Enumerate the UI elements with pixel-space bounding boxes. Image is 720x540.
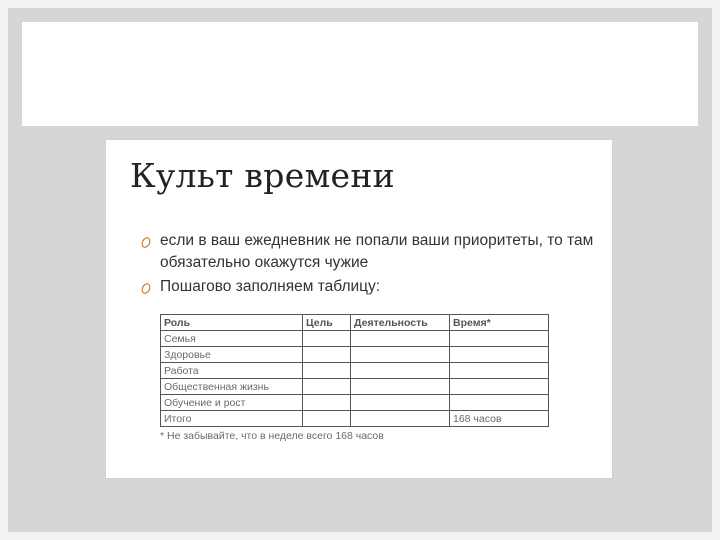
table-row xyxy=(161,331,549,347)
table-container xyxy=(160,314,548,442)
header-goal: Цель xyxy=(303,315,351,331)
bullet-item xyxy=(142,276,602,298)
table-cell xyxy=(450,363,549,379)
table-cell xyxy=(351,347,450,363)
header-activity: Деятельность xyxy=(351,315,450,331)
table-cell xyxy=(450,331,549,347)
bullet-marker-icon xyxy=(140,236,152,249)
table-cell xyxy=(303,411,351,427)
table-cell xyxy=(351,379,450,395)
bullet-text: если в ваш ежедневник не попали ваши приоритеты, то там обязательно окажутся чужие xyxy=(160,232,594,271)
table-cell xyxy=(303,331,351,347)
content-card xyxy=(106,140,612,478)
table-row-total xyxy=(161,411,549,427)
table-row xyxy=(161,379,549,395)
table-cell xyxy=(450,347,549,363)
table-cell xyxy=(351,411,450,427)
header-role: Роль xyxy=(161,315,303,331)
slide-heading: Культ времени xyxy=(130,156,395,195)
slide xyxy=(8,8,712,532)
table-cell: 168 часов xyxy=(450,411,549,427)
table-cell xyxy=(351,331,450,347)
table-cell: Итого xyxy=(161,411,303,427)
table-row xyxy=(161,347,549,363)
table-row xyxy=(161,395,549,411)
table-cell xyxy=(450,379,549,395)
table-cell: Здоровье xyxy=(161,347,303,363)
title-band xyxy=(22,22,698,126)
bullet-text: Пошагово заполняем таблицу: xyxy=(160,278,381,295)
table-cell xyxy=(303,363,351,379)
roles-table xyxy=(160,314,549,427)
table-footnote: * Не забывайте, что в неделе всего 168 часов xyxy=(160,430,384,442)
table-cell xyxy=(450,395,549,411)
bullet-marker-icon xyxy=(140,282,152,295)
table-cell: Семья xyxy=(161,331,303,347)
table-cell xyxy=(303,395,351,411)
table-row xyxy=(161,363,549,379)
bullet-list xyxy=(142,230,602,300)
table-cell xyxy=(351,395,450,411)
table-cell: Общественная жизнь xyxy=(161,379,303,395)
table-cell xyxy=(351,363,450,379)
bullet-item xyxy=(142,230,602,274)
table-header-row xyxy=(161,315,549,331)
header-time: Время* xyxy=(450,315,549,331)
table-cell: Обучение и рост xyxy=(161,395,303,411)
table-cell: Работа xyxy=(161,363,303,379)
table-cell xyxy=(303,379,351,395)
table-cell xyxy=(303,347,351,363)
